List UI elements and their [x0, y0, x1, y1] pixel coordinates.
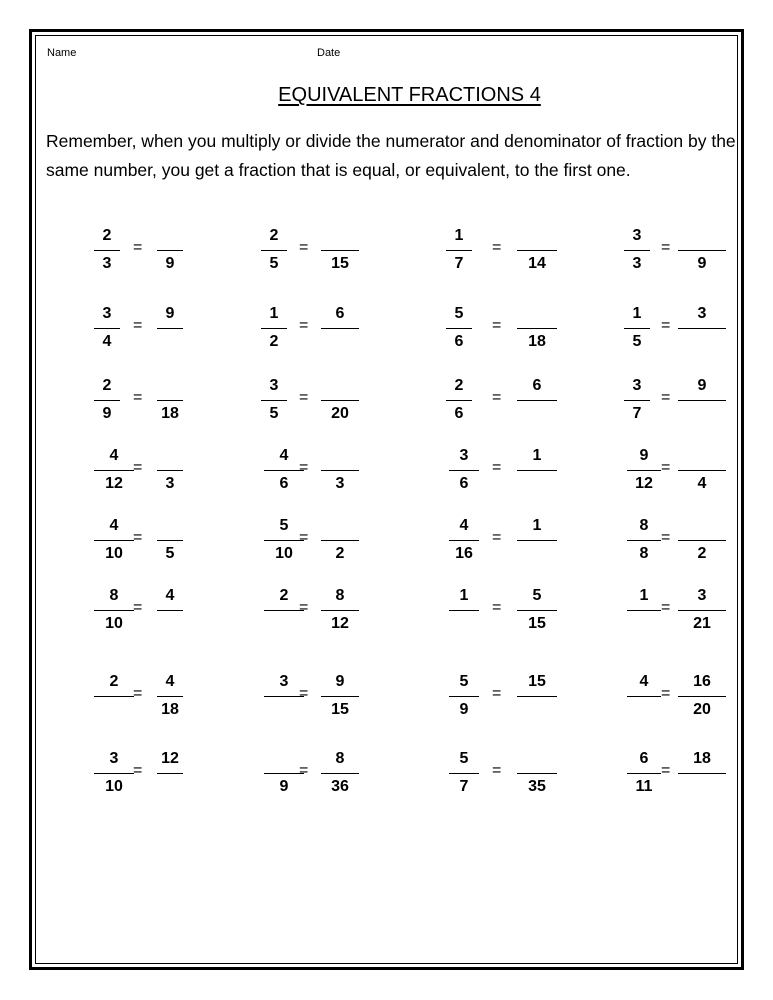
left-fraction-numerator: 3: [459, 447, 469, 464]
right-fraction-bar: [678, 773, 726, 774]
right-fraction-numerator: 18: [693, 750, 711, 767]
left-fraction-denominator: 2: [269, 333, 279, 350]
left-fraction-denominator: 10: [105, 545, 123, 562]
right-fraction-numerator: 8: [335, 587, 345, 604]
left-fraction-numerator: 1: [632, 305, 642, 322]
equals-sign: =: [492, 762, 502, 779]
left-fraction-denominator: 7: [454, 255, 464, 272]
equals-sign: =: [492, 459, 502, 476]
right-fraction-bar: [157, 540, 183, 541]
right-fraction-denominator: 18: [161, 701, 179, 718]
left-fraction-bar: [264, 540, 304, 541]
equals-sign: =: [661, 762, 671, 779]
equals-sign: =: [661, 599, 671, 616]
left-fraction-bar: [627, 773, 661, 774]
right-fraction-denominator: 20: [331, 405, 349, 422]
equals-sign: =: [133, 317, 143, 334]
equals-sign: =: [661, 239, 671, 256]
left-fraction-bar: [449, 470, 479, 471]
right-fraction-bar: [321, 773, 359, 774]
equals-sign: =: [133, 599, 143, 616]
left-fraction-numerator: 4: [459, 517, 469, 534]
left-fraction-denominator: 3: [632, 255, 642, 272]
left-fraction-numerator: 5: [454, 305, 464, 322]
page-title: EQUIVALENT FRACTIONS 4: [278, 84, 541, 106]
right-fraction-numerator: 1: [532, 517, 542, 534]
name-label: Name: [47, 47, 77, 59]
left-fraction-denominator: 7: [459, 778, 469, 795]
left-fraction-numerator: 9: [639, 447, 649, 464]
equals-sign: =: [492, 389, 502, 406]
equals-sign: =: [492, 317, 502, 334]
right-fraction-bar: [517, 400, 557, 401]
left-fraction-numerator: 5: [279, 517, 289, 534]
instructions: Remember, when you multiply or divide the numerator and denominator of fraction by the same number, you get a fraction that is equal, or equivalent, to the first one.: [46, 131, 736, 180]
right-fraction-denominator: 4: [697, 475, 707, 492]
equals-sign: =: [299, 239, 309, 256]
date-label: Date: [317, 47, 341, 59]
left-fraction-numerator: 3: [102, 305, 112, 322]
left-fraction-bar: [94, 696, 134, 697]
left-fraction-numerator: 5: [459, 750, 469, 767]
equals-sign: =: [661, 317, 671, 334]
right-fraction-denominator: 18: [528, 333, 546, 350]
left-fraction-numerator: 1: [639, 587, 649, 604]
right-fraction-numerator: 5: [532, 587, 542, 604]
equals-sign: =: [492, 239, 502, 256]
right-fraction-bar: [678, 610, 726, 611]
right-fraction-bar: [678, 328, 726, 329]
left-fraction-numerator: 4: [109, 447, 119, 464]
left-fraction-bar: [627, 696, 661, 697]
left-fraction-numerator: 5: [459, 673, 469, 690]
right-fraction-denominator: 21: [693, 615, 711, 632]
left-fraction-bar: [264, 610, 304, 611]
left-fraction-bar: [449, 610, 479, 611]
right-fraction-bar: [517, 610, 557, 611]
right-fraction-bar: [157, 610, 183, 611]
left-fraction-bar: [264, 470, 304, 471]
left-fraction-bar: [624, 328, 650, 329]
left-fraction-bar: [446, 250, 472, 251]
left-fraction-numerator: 2: [102, 227, 112, 244]
right-fraction-bar: [678, 400, 726, 401]
left-fraction-bar: [94, 540, 134, 541]
right-fraction-denominator: 9: [165, 255, 175, 272]
left-fraction-numerator: 2: [454, 377, 464, 394]
left-fraction-numerator: 1: [459, 587, 469, 604]
right-fraction-numerator: 3: [697, 305, 707, 322]
left-fraction-numerator: 3: [109, 750, 119, 767]
right-fraction-denominator: 36: [331, 778, 349, 795]
left-fraction-bar: [446, 328, 472, 329]
right-fraction-numerator: 12: [161, 750, 179, 767]
right-fraction-denominator: 15: [331, 701, 349, 718]
left-fraction-bar: [261, 400, 287, 401]
right-fraction-bar: [517, 540, 557, 541]
right-fraction-bar: [517, 470, 557, 471]
left-fraction-denominator: 6: [454, 333, 464, 350]
left-fraction-denominator: 11: [635, 778, 653, 795]
right-fraction-denominator: 2: [335, 545, 345, 562]
left-fraction-denominator: 10: [275, 545, 293, 562]
equals-sign: =: [492, 599, 502, 616]
left-fraction-denominator: 3: [102, 255, 112, 272]
equals-sign: =: [492, 685, 502, 702]
equals-sign: =: [299, 459, 309, 476]
left-fraction-numerator: 2: [109, 673, 119, 690]
left-fraction-denominator: 7: [632, 405, 642, 422]
left-fraction-bar: [449, 696, 479, 697]
left-fraction-numerator: 1: [454, 227, 464, 244]
right-fraction-bar: [321, 540, 359, 541]
equals-sign: =: [133, 389, 143, 406]
right-fraction-numerator: 9: [697, 377, 707, 394]
right-fraction-bar: [157, 470, 183, 471]
right-fraction-denominator: 3: [335, 475, 345, 492]
right-fraction-numerator: 4: [165, 587, 175, 604]
equals-sign: =: [133, 459, 143, 476]
right-fraction-numerator: 9: [165, 305, 175, 322]
right-fraction-numerator: 1: [532, 447, 542, 464]
left-fraction-denominator: 5: [269, 405, 279, 422]
left-fraction-numerator: 3: [632, 227, 642, 244]
equals-sign: =: [299, 762, 309, 779]
left-fraction-bar: [449, 540, 479, 541]
left-fraction-numerator: 6: [639, 750, 649, 767]
equals-sign: =: [661, 459, 671, 476]
left-fraction-denominator: 10: [105, 778, 123, 795]
left-fraction-numerator: 8: [109, 587, 119, 604]
left-fraction-denominator: 9: [279, 778, 289, 795]
right-fraction-numerator: 8: [335, 750, 345, 767]
right-fraction-denominator: 2: [697, 545, 707, 562]
equals-sign: =: [661, 389, 671, 406]
equals-sign: =: [299, 317, 309, 334]
right-fraction-bar: [517, 696, 557, 697]
left-fraction-denominator: 6: [279, 475, 289, 492]
right-fraction-denominator: 12: [331, 615, 349, 632]
right-fraction-bar: [678, 540, 726, 541]
left-fraction-bar: [94, 773, 134, 774]
right-fraction-bar: [678, 696, 726, 697]
right-fraction-bar: [517, 328, 557, 329]
left-fraction-bar: [261, 250, 287, 251]
right-fraction-denominator: 20: [693, 701, 711, 718]
right-fraction-numerator: 9: [335, 673, 345, 690]
right-fraction-bar: [678, 470, 726, 471]
left-fraction-bar: [261, 328, 287, 329]
left-fraction-bar: [446, 400, 472, 401]
right-fraction-numerator: 4: [165, 673, 175, 690]
right-fraction-denominator: 18: [161, 405, 179, 422]
equals-sign: =: [299, 529, 309, 546]
right-fraction-denominator: 15: [528, 615, 546, 632]
right-fraction-denominator: 14: [528, 255, 546, 272]
left-fraction-denominator: 5: [269, 255, 279, 272]
equals-sign: =: [661, 529, 671, 546]
left-fraction-denominator: 6: [454, 405, 464, 422]
right-fraction-bar: [517, 773, 557, 774]
left-fraction-numerator: 2: [102, 377, 112, 394]
left-fraction-denominator: 9: [459, 701, 469, 718]
right-fraction-bar: [678, 250, 726, 251]
right-fraction-bar: [157, 250, 183, 251]
right-fraction-numerator: 16: [693, 673, 711, 690]
right-fraction-bar: [157, 400, 183, 401]
right-fraction-denominator: 15: [331, 255, 349, 272]
left-fraction-bar: [94, 250, 120, 251]
left-fraction-bar: [449, 773, 479, 774]
right-fraction-bar: [517, 250, 557, 251]
equals-sign: =: [661, 685, 671, 702]
equals-sign: =: [299, 389, 309, 406]
right-fraction-numerator: 6: [335, 305, 345, 322]
equals-sign: =: [299, 599, 309, 616]
right-fraction-bar: [157, 696, 183, 697]
left-fraction-numerator: 4: [639, 673, 649, 690]
left-fraction-denominator: 9: [102, 405, 112, 422]
left-fraction-numerator: 4: [279, 447, 289, 464]
left-fraction-bar: [264, 773, 304, 774]
right-fraction-bar: [321, 400, 359, 401]
left-fraction-numerator: 3: [279, 673, 289, 690]
left-fraction-bar: [94, 328, 120, 329]
right-fraction-numerator: 15: [528, 673, 546, 690]
left-fraction-denominator: 16: [455, 545, 473, 562]
right-fraction-denominator: 9: [697, 255, 707, 272]
right-fraction-denominator: 3: [165, 475, 175, 492]
left-fraction-denominator: 12: [635, 475, 653, 492]
left-fraction-bar: [264, 696, 304, 697]
left-fraction-bar: [627, 540, 661, 541]
right-fraction-bar: [157, 328, 183, 329]
left-fraction-bar: [94, 470, 134, 471]
equals-sign: =: [133, 685, 143, 702]
right-fraction-denominator: 35: [528, 778, 546, 795]
equals-sign: =: [133, 762, 143, 779]
left-fraction-bar: [94, 400, 120, 401]
left-fraction-denominator: 4: [102, 333, 112, 350]
left-fraction-denominator: 12: [105, 475, 123, 492]
left-fraction-bar: [624, 400, 650, 401]
right-fraction-bar: [321, 696, 359, 697]
left-fraction-numerator: 4: [109, 517, 119, 534]
right-fraction-numerator: 3: [697, 587, 707, 604]
equals-sign: =: [133, 529, 143, 546]
equals-sign: =: [299, 685, 309, 702]
left-fraction-numerator: 3: [269, 377, 279, 394]
left-fraction-denominator: 6: [459, 475, 469, 492]
left-fraction-bar: [627, 470, 661, 471]
right-fraction-numerator: 6: [532, 377, 542, 394]
left-fraction-denominator: 8: [639, 545, 649, 562]
equals-sign: =: [492, 529, 502, 546]
right-fraction-denominator: 5: [165, 545, 175, 562]
left-fraction-bar: [627, 610, 661, 611]
left-fraction-numerator: 2: [269, 227, 279, 244]
left-fraction-numerator: 8: [639, 517, 649, 534]
right-fraction-bar: [321, 470, 359, 471]
right-fraction-bar: [157, 773, 183, 774]
right-fraction-bar: [321, 610, 359, 611]
left-fraction-numerator: 2: [279, 587, 289, 604]
left-fraction-denominator: 10: [105, 615, 123, 632]
right-fraction-bar: [321, 250, 359, 251]
left-fraction-numerator: 3: [632, 377, 642, 394]
equals-sign: =: [133, 239, 143, 256]
left-fraction-bar: [94, 610, 134, 611]
right-fraction-bar: [321, 328, 359, 329]
left-fraction-denominator: 5: [632, 333, 642, 350]
left-fraction-bar: [624, 250, 650, 251]
left-fraction-numerator: 1: [269, 305, 279, 322]
